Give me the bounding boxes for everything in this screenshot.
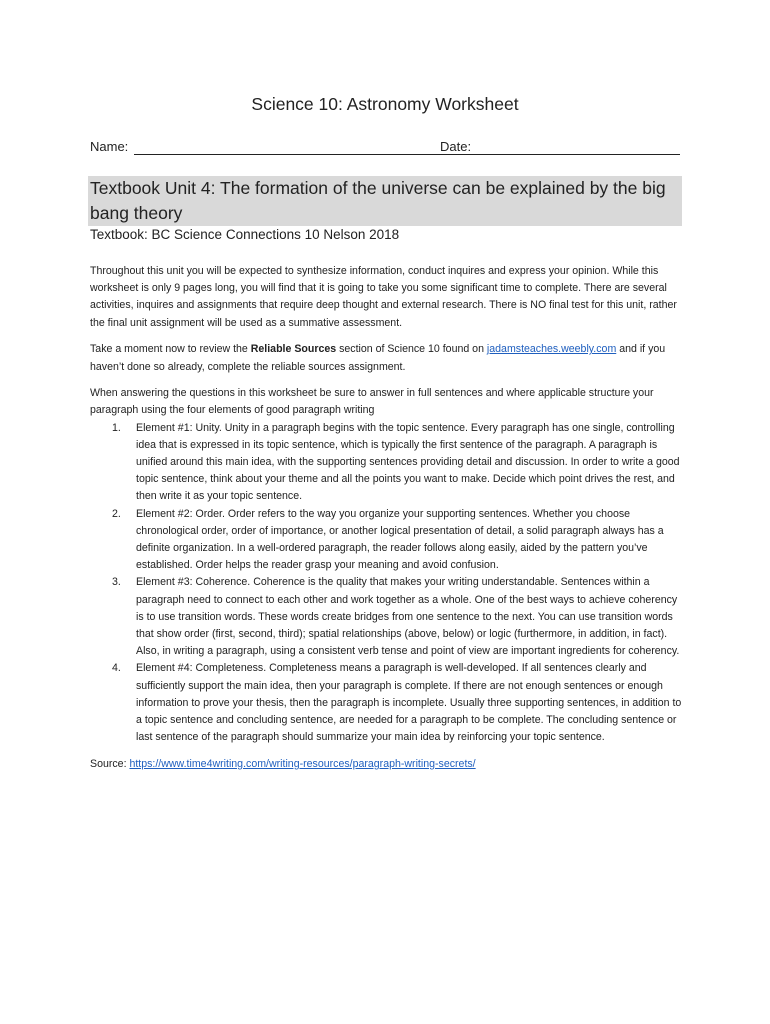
unit-heading: Textbook Unit 4: The formation of the universe can be explained by the big bang theory [88,176,682,226]
list-item [90,574,684,660]
source-link[interactable]: https://www.time4writing.com/writing-resources/paragraph-writing-secrets/ [129,757,476,770]
list-item-text: Element #3: Coherence. Coherence is the quality that makes your writing understandable. Sentences within a paragraph need to connect to each other and work together as a whole. One of the best ways to achieve coherency is to use transition words. These words create bridges from one sentence to the next. You can use transition words that show order (first, second, third); spatial relationships (above, below) or logic (furthermore, in addition, in fact). Also, in writing a paragraph, using a consistent verb tense and point of view are important ingredients for coherency. [136,576,680,658]
list-item [90,660,684,746]
review-paragraph [90,341,684,375]
list-number: 3. [112,576,121,589]
source-line [90,756,684,773]
review-text-before: Take a moment now to review the [90,343,251,356]
review-text-middle: section of Science 10 found on [336,343,487,356]
name-date-row [90,139,682,159]
jadamsteaches-link[interactable]: jadamsteaches.weebly.com [486,343,617,356]
list-number: 1. [112,421,121,434]
name-label: Name: [90,139,129,154]
list-number: 2. [112,507,121,520]
paragraph-elements-list [90,420,684,747]
list-item-text: Element #2: Order. Order refers to the way you organize your supporting sentences. Whether you choose chronological order, order of importance, or another logical presentation of detail, a solid paragraph always has a definite organization. In a well-ordered paragraph, the reader follows along easily, aided by the pattern you’ve established. Order helps the reader grasp your meaning and avoid confusion. [136,507,664,572]
worksheet-title: Science 10: Astronomy Worksheet [251,94,519,114]
answering-paragraph: When answering the questions in this worksheet be sure to answer in full sentences and where applicable structure your paragraph using the four elements of good paragraph writing [90,387,654,417]
list-item [90,420,684,506]
name-field[interactable] [134,154,480,155]
date-label: Date: [440,139,472,154]
intro-paragraph: Throughout this unit you will be expected to synthesize information, conduct inquires and express your opinion. While this worksheet is only 9 pages long, you will find that it is going to take you some significant time to complete. There are several activities, inquires and assignments that require deep thought and external research. There is NO final test for this unit, rather the final unit assignment will be used as a summative assessment. [90,265,677,329]
list-item-text: Element #1: Unity. Unity in a paragraph begins with the topic sentence. Every paragraph has one single, controlling idea that is expressed in its topic sentence, which is typically the first sentence of the paragraph. A paragraph is unified around this main idea, with the supporting sentences providing detail and discussion. In order to write a good topic sentence, think about your theme and all the points you want to make. Decide which point drives the rest, and then write it as your topic sentence. [136,421,680,503]
date-field[interactable] [477,154,680,155]
list-item [90,506,684,575]
list-item-text: Element #4: Completeness. Completeness means a paragraph is well-developed. If all sentences clearly and sufficiently support the main idea, then your paragraph is complete. If there are not enough sentences or enough information to prove your thesis, then the paragraph is incomplete. Usually three supporting sentences, in addition to a topic sentence and concluding sentence, are needed for a paragraph to be complete. The concluding sentence or last sentence of the paragraph should summarize your main idea by reinforcing your topic sentence. [136,662,682,744]
reliable-sources-bold: Reliable Sources [250,343,337,356]
body-text [90,263,684,783]
list-number: 4. [112,662,121,675]
textbook-reference: Textbook: BC Science Connections 10 Nelson 2018 [90,227,400,242]
review-text-after: and if you haven’t done so already, complete the reliable sources assignment. [90,343,666,373]
source-label: Source: [90,757,130,770]
